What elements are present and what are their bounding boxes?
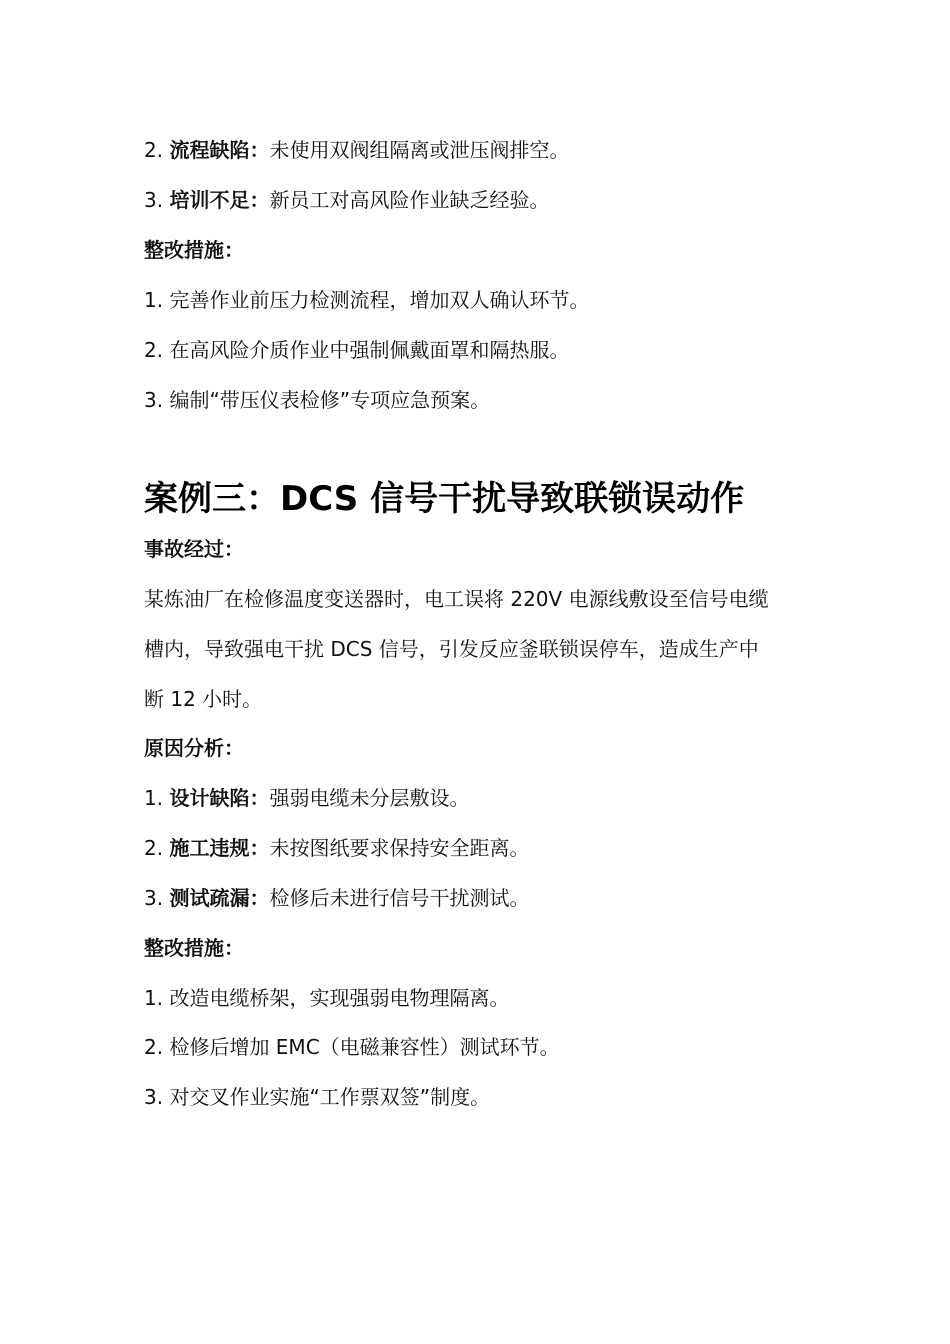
item-term: 测试疏漏 <box>169 886 250 910</box>
item-term: 设计缺陷 <box>169 786 250 810</box>
item-colon: ： <box>249 836 270 860</box>
item-number: 3. <box>144 886 170 910</box>
measure-item: 2. 检修后增加 EMC（电磁兼容性）测试环节。 <box>144 1035 560 1059</box>
cause-label: 原因分析： <box>144 736 244 760</box>
measure-item: 1. 完善作业前压力检测流程，增加双人确认环节。 <box>144 288 590 312</box>
item-text: 检修后未进行信号干扰测试。 <box>269 886 530 910</box>
measure-item: 1. 改造电缆桥架，实现强弱电物理隔离。 <box>144 986 510 1010</box>
measures-label: 整改措施： <box>144 936 244 960</box>
cause-item <box>144 884 824 912</box>
item-text: 强弱电缆未分层敷设。 <box>269 786 470 810</box>
cause-item <box>144 186 824 214</box>
item-term: 流程缺陷 <box>169 138 250 162</box>
item-colon: ： <box>249 786 270 810</box>
section-heading: 案例三：DCS 信号干扰导致联锁误动作 <box>144 479 745 519</box>
item-text: 未按图纸要求保持安全距离。 <box>269 836 530 860</box>
item-colon: ： <box>249 138 270 162</box>
process-label: 事故经过： <box>144 537 244 561</box>
process-paragraph-line: 断 12 小时。 <box>144 687 263 711</box>
item-colon: ： <box>249 188 270 212</box>
measure-item: 3. 编制“带压仪表检修”专项应急预案。 <box>144 388 491 412</box>
item-text: 新员工对高风险作业缺乏经验。 <box>269 188 550 212</box>
measure-item: 3. 对交叉作业实施“工作票双签”制度。 <box>144 1085 491 1109</box>
item-text: 未使用双阀组隔离或泄压阀排空。 <box>269 138 570 162</box>
measure-item: 2. 在高风险介质作业中强制佩戴面罩和隔热服。 <box>144 338 570 362</box>
measures-label: 整改措施： <box>144 238 244 262</box>
item-number: 2. <box>144 836 170 860</box>
item-number: 2. <box>144 138 170 162</box>
item-number: 3. <box>144 188 170 212</box>
cause-item <box>144 136 824 164</box>
item-term: 培训不足 <box>169 188 250 212</box>
item-colon: ： <box>249 886 270 910</box>
item-term: 施工违规 <box>169 836 250 860</box>
item-number: 1. <box>144 786 170 810</box>
process-paragraph-line: 槽内，导致强电干扰 DCS 信号，引发反应釜联锁误停车，造成生产中 <box>144 637 759 661</box>
process-paragraph-line: 某炼油厂在检修温度变送器时，电工误将 220V 电源线敷设至信号电缆 <box>144 587 769 611</box>
cause-item <box>144 834 824 862</box>
cause-item <box>144 784 824 812</box>
